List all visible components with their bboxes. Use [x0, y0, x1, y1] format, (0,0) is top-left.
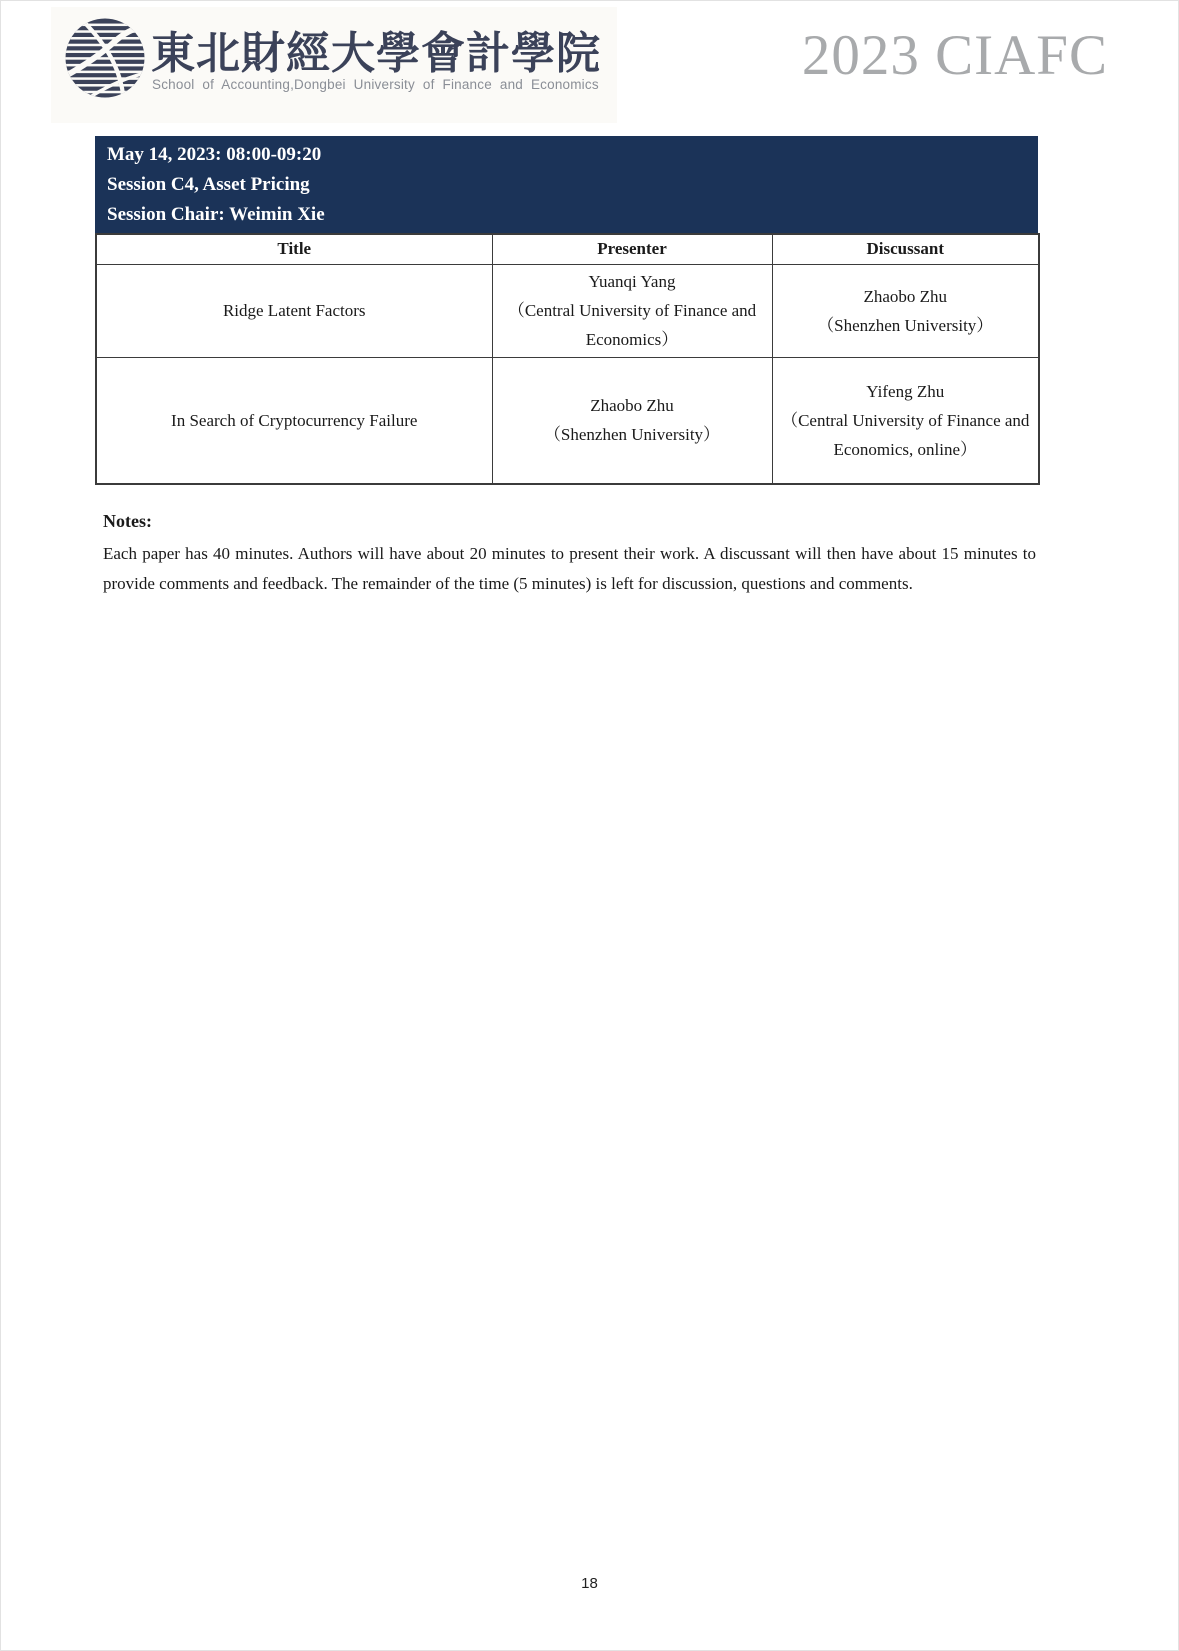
- presenter-cell: [492, 357, 772, 484]
- session-chair: Session Chair: Weimin Xie: [107, 204, 325, 225]
- table-row: [96, 357, 1039, 484]
- notes-label: Notes:: [103, 511, 152, 531]
- presenter-affiliation: （Central University of Finance and Economics）: [507, 301, 757, 349]
- session-name: Session C4, Asset Pricing: [107, 174, 310, 195]
- presenter-name: Zhaobo Zhu: [590, 396, 674, 416]
- paper-title-cell: Ridge Latent Factors: [96, 264, 492, 357]
- column-header-presenter: Presenter: [492, 234, 772, 264]
- table-row: [96, 264, 1039, 357]
- program-content: [95, 136, 1038, 598]
- discussant-affiliation: （Central University of Finance and Economics, online）: [781, 410, 1030, 459]
- presenter-affiliation: （Shenzhen University）: [543, 425, 721, 445]
- discussant-name: Zhaobo Zhu: [863, 286, 948, 306]
- table-header-row: [96, 234, 1039, 264]
- conference-watermark: 2023 CIAFC: [801, 24, 1108, 87]
- paper-title-cell: In Search of Cryptocurrency Failure: [96, 357, 492, 484]
- school-name-chinese: 東北財經大學會計學院: [151, 29, 601, 78]
- discussant-cell: [772, 357, 1039, 484]
- discussant-cell: [772, 264, 1039, 357]
- discussant-name: Yifeng Zhu: [866, 381, 945, 401]
- notes-section: [95, 511, 1038, 598]
- page-number: 18: [581, 1575, 598, 1592]
- notes-body: Each paper has 40 minutes. Authors will have about 20 minutes to present their work. A discussant will then have about 15 minutes to provide comments and feedback. The remainder of the time (5 minutes) is left for discussion, questions and comments.: [103, 544, 1036, 593]
- presenter-cell: [492, 264, 772, 357]
- session-schedule-table: [95, 233, 1040, 485]
- column-header-title: Title: [96, 234, 492, 264]
- session-header-bar: [95, 136, 1038, 233]
- school-name-english: School of Accounting,Dongbei University of Finance and Economics: [152, 77, 599, 92]
- discussant-affiliation: （Shenzhen University）: [817, 315, 994, 335]
- session-datetime: May 14, 2023: 08:00-09:20: [107, 144, 322, 165]
- globe-stripes-icon: [63, 16, 147, 100]
- school-logo-block: [51, 7, 617, 123]
- presenter-name: Yuanqi Yang: [588, 272, 676, 291]
- column-header-discussant: Discussant: [772, 234, 1039, 264]
